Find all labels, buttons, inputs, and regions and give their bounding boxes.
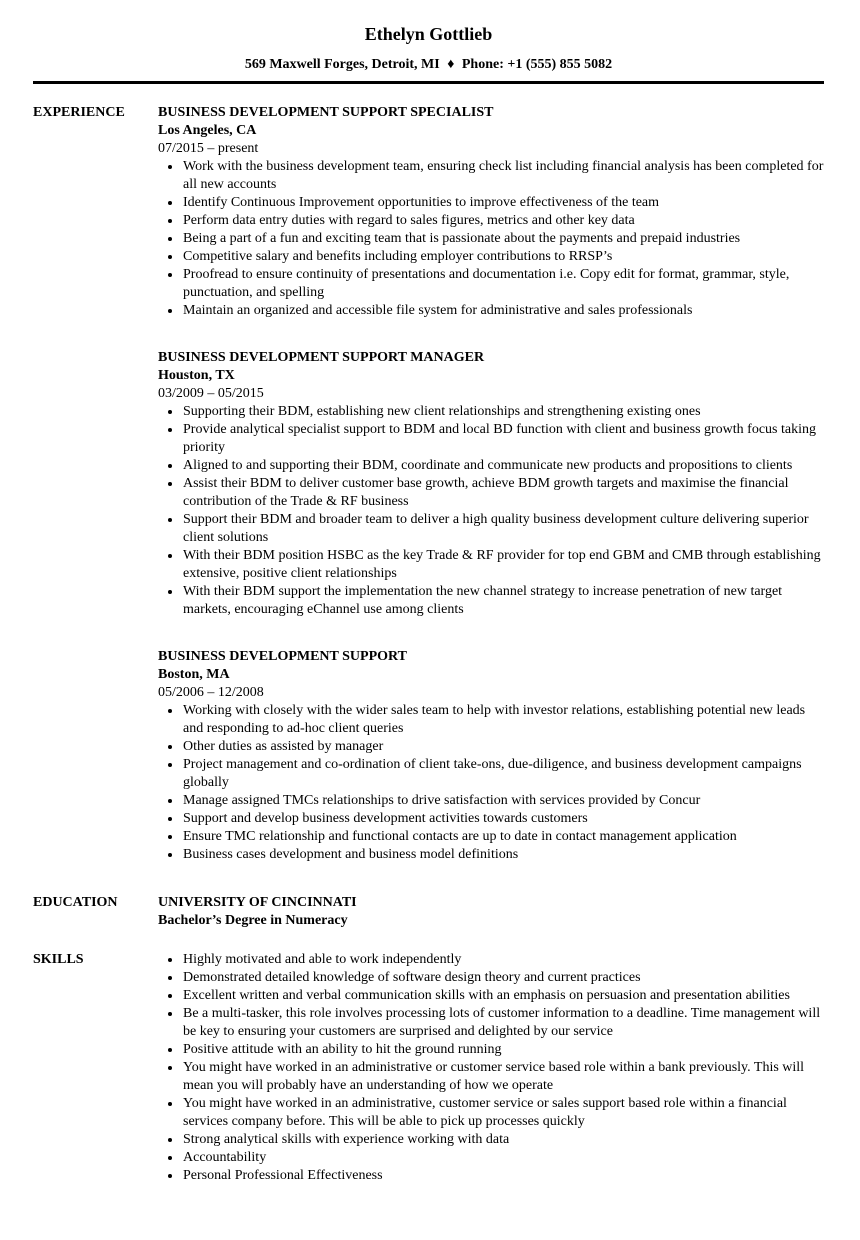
bullet-item: • Project management and co-ordination of client take-ons, due-diligence, and business development campaigns globally — [182, 756, 824, 792]
job-dates: 03/2009 – 05/2015 — [158, 386, 264, 401]
section-label-education: EDUCATION — [33, 895, 118, 910]
bullet-item: • Manage assigned TMCs relationships to drive satisfaction with services provided by Concur — [182, 792, 824, 810]
job-dates: 05/2006 – 12/2008 — [158, 685, 264, 700]
job-entry — [158, 104, 824, 320]
job-title: BUSINESS DEVELOPMENT SUPPORT MANAGER — [158, 350, 485, 365]
job-title: BUSINESS DEVELOPMENT SUPPORT — [158, 649, 407, 664]
bullet-item: • Strong analytical skills with experience working with data — [182, 1131, 824, 1149]
education-content — [158, 894, 824, 930]
job-dates: 07/2015 – present — [158, 141, 259, 156]
education-section — [33, 894, 824, 930]
bullet-item: • Proofread to ensure continuity of presentations and documentation i.e. Copy edit for format, grammar, style, punctuation, and spelling — [182, 266, 824, 302]
bullet-item: • Supporting their BDM, establishing new client relationships and strengthening existing ones — [182, 403, 824, 421]
job-location: Los Angeles, CA — [158, 123, 257, 138]
job-entry — [158, 648, 824, 864]
job-entry — [158, 349, 824, 619]
bullet-item: • With their BDM position HSBC as the key Trade & RF provider for top end GBM and CMB through establishing extensive, positive client relationships — [182, 547, 824, 583]
job-location: Boston, MA — [158, 667, 230, 682]
skills-bullet-list — [158, 951, 824, 1185]
bullet-item: • Other duties as assisted by manager — [182, 738, 824, 756]
bullet-item: • Business cases development and business model definitions — [182, 846, 824, 864]
skills-content — [158, 951, 824, 1185]
bullet-item: • Accountability — [182, 1149, 824, 1167]
phone-text: Phone: +1 (555) 855 5082 — [461, 57, 613, 72]
bullet-item: • You might have worked in an administrative or customer service based role within a bank previously. This will mean you will probably have an understanding of how we operate — [182, 1059, 824, 1095]
job-bullet-list — [158, 403, 824, 619]
bullet-item: • Personal Professional Effectiveness — [182, 1167, 824, 1185]
contact-line — [33, 57, 824, 73]
bullet-item: • Support their BDM and broader team to deliver a high quality business development culture delivering superior client solutions — [182, 511, 824, 547]
bullet-item: • Identify Continuous Improvement opportunities to improve effectiveness of the team — [182, 194, 824, 212]
resume-header — [33, 24, 824, 84]
bullet-item: • Provide analytical specialist support to BDM and local BD function with client and business growth focus taking priority — [182, 421, 824, 457]
address-text: 569 Maxwell Forges, Detroit, MI — [244, 57, 440, 72]
bullet-item: • Highly motivated and able to work independently — [182, 951, 824, 969]
bullet-item: • Be a multi-tasker, this role involves processing lots of customer information to a deadline. Time management will be key to ensuring your customers are surprised and delighted by our service — [182, 1005, 824, 1041]
resume-body — [33, 104, 824, 1185]
bullet-item: • Support and develop business development activities towards customers — [182, 810, 824, 828]
bullet-item: • Maintain an organized and accessible file system for administrative and sales professionals — [182, 302, 824, 320]
bullet-item: • Demonstrated detailed knowledge of software design theory and current practices — [182, 969, 824, 987]
bullet-item: • You might have worked in an administrative, customer service or sales support based role within a financial services company before. This will be able to pick up processes quickly — [182, 1095, 824, 1131]
experience-section — [33, 104, 824, 864]
experience-content — [158, 104, 824, 864]
section-label-experience: EXPERIENCE — [33, 105, 125, 120]
degree: Bachelor’s Degree in Numeracy — [158, 913, 348, 928]
skills-section — [33, 951, 824, 1185]
bullet-item: • Working with closely with the wider sales team to help with investor relations, establishing potential new leads and responding to ad-hoc client queries — [182, 702, 824, 738]
bullet-item: • Work with the business development team, ensuring check list including financial analysis has been completed for all new accounts — [182, 158, 824, 194]
job-location: Houston, TX — [158, 368, 235, 383]
job-bullet-list — [158, 158, 824, 320]
bullet-item: • With their BDM support the implementation the new channel strategy to increase penetration of new target markets, encouraging eChannel use among clients — [182, 583, 824, 619]
section-label-skills: SKILLS — [33, 952, 84, 967]
diamond-icon: ♦ — [447, 57, 455, 72]
job-bullet-list — [158, 702, 824, 864]
candidate-name: Ethelyn Gottlieb — [364, 24, 493, 44]
job-title: BUSINESS DEVELOPMENT SUPPORT SPECIALIST — [158, 105, 494, 120]
bullet-item: • Ensure TMC relationship and functional contacts are up to date in contact management application — [182, 828, 824, 846]
bullet-item: • Assist their BDM to deliver customer base growth, achieve BDM growth targets and maximise the financial contribution of the Trade & RF business — [182, 475, 824, 511]
bullet-item: • Aligned to and supporting their BDM, coordinate and communicate new products and propositions to clients — [182, 457, 824, 475]
bullet-item: • Excellent written and verbal communication skills with an emphasis on persuasion and presentation abilities — [182, 987, 824, 1005]
bullet-item: • Competitive salary and benefits including employer contributions to RRSP’s — [182, 248, 824, 266]
bullet-item: • Perform data entry duties with regard to sales figures, metrics and other key data — [182, 212, 824, 230]
bullet-item: • Positive attitude with an ability to hit the ground running — [182, 1041, 824, 1059]
school-name: UNIVERSITY OF CINCINNATI — [158, 895, 357, 910]
bullet-item: • Being a part of a fun and exciting team that is passionate about the payments and prepaid industries — [182, 230, 824, 248]
header-divider — [33, 81, 824, 84]
